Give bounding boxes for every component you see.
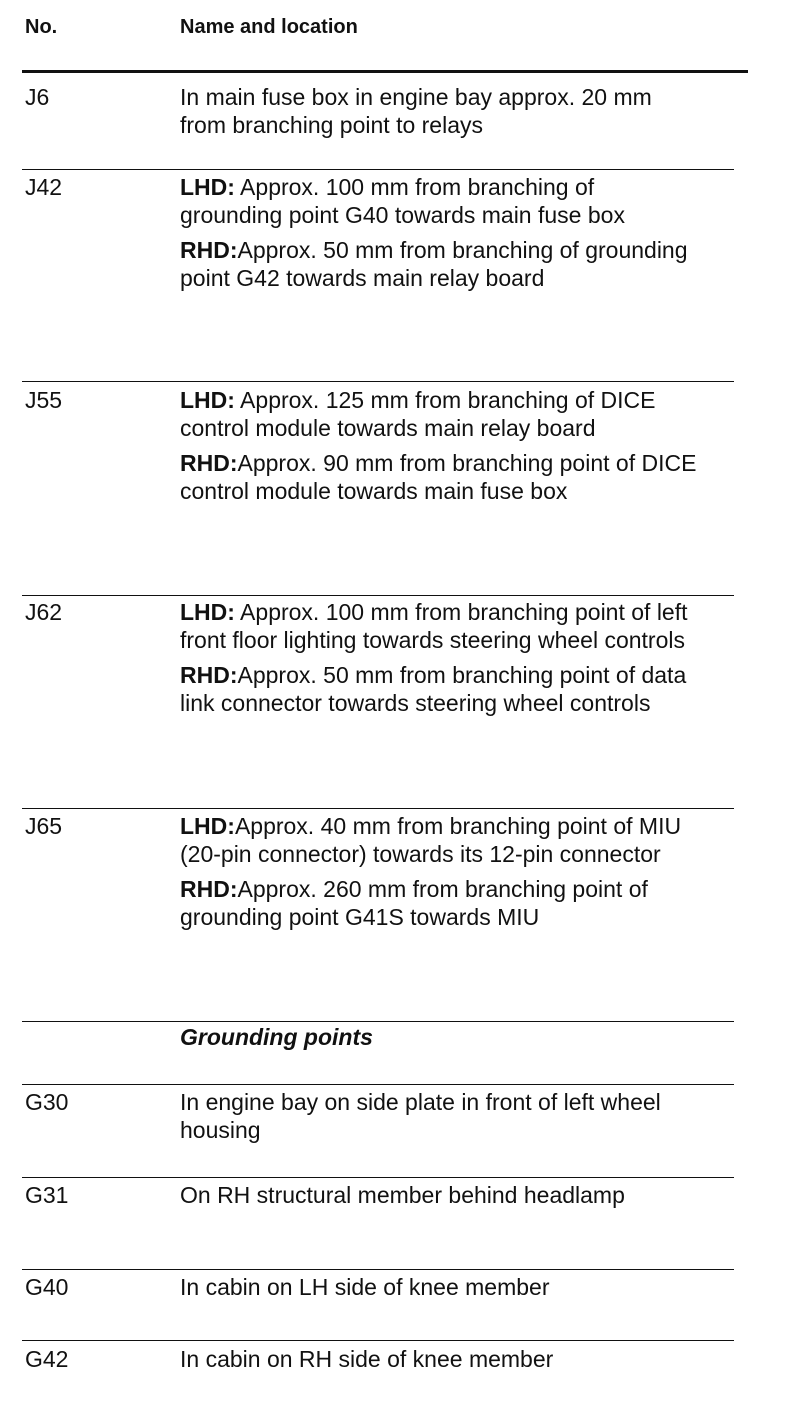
row-number: J62 xyxy=(25,599,63,625)
para-text: In main fuse box in engine bay approx. 20 mm from branching point to relays xyxy=(180,84,652,138)
row-divider xyxy=(22,1269,734,1270)
row-divider xyxy=(22,1021,734,1022)
para-label: RHD: xyxy=(180,450,238,476)
row-number: G31 xyxy=(25,1182,69,1208)
para-label: RHD: xyxy=(180,876,238,902)
para-text: Approx. 50 mm from branching point of data link connector towards steering wheel controls xyxy=(180,662,687,716)
para-label: RHD: xyxy=(180,237,238,263)
row-description: In cabin on LH side of knee member xyxy=(180,1274,550,1300)
row-number: J42 xyxy=(25,174,63,200)
para-label: LHD: xyxy=(180,174,235,200)
section-title: Grounding points xyxy=(180,1024,373,1050)
row-description xyxy=(180,83,700,139)
row-divider xyxy=(22,169,734,170)
row-divider xyxy=(22,1177,734,1178)
row-divider xyxy=(22,381,734,382)
header-no: No. xyxy=(25,16,58,38)
row-description: In cabin on RH side of knee member xyxy=(180,1346,554,1372)
para-text: Approx. 50 mm from branching of grounding point G42 towards main relay board xyxy=(180,237,688,291)
para-text: Approx. 125 mm from branching of DICE control module towards main relay board xyxy=(180,387,656,441)
row-divider xyxy=(22,1084,734,1085)
para-label: LHD: xyxy=(180,813,235,839)
header-rule xyxy=(22,70,748,73)
row-number: J6 xyxy=(25,84,50,110)
row-description xyxy=(180,598,700,717)
para-label: LHD: xyxy=(180,599,235,625)
row-description xyxy=(180,812,700,931)
para-text: Approx. 260 mm from branching point of grounding point G41S towards MIU xyxy=(180,876,648,930)
para-label: LHD: xyxy=(180,387,235,413)
row-description xyxy=(180,173,700,292)
para-label: RHD: xyxy=(180,662,238,688)
para-text: Approx. 40 mm from branching point of MIU (20-pin connector) towards its 12-pin connector xyxy=(180,813,682,867)
row-number: J55 xyxy=(25,387,63,413)
row-description xyxy=(180,386,700,505)
row-number: J65 xyxy=(25,813,63,839)
row-divider xyxy=(22,595,734,596)
row-number: G42 xyxy=(25,1346,69,1372)
row-description: In engine bay on side plate in front of left wheel housing xyxy=(180,1089,661,1143)
row-divider xyxy=(22,1340,734,1341)
para-text: Approx. 90 mm from branching point of DICE control module towards main fuse box xyxy=(180,450,697,504)
row-number: G30 xyxy=(25,1089,69,1115)
para-text: Approx. 100 mm from branching point of left front floor lighting towards steering wheel controls xyxy=(180,599,688,653)
row-number: G40 xyxy=(25,1274,69,1300)
para-text: Approx. 100 mm from branching of grounding point G40 towards main fuse box xyxy=(180,174,625,228)
header-name: Name and location xyxy=(180,16,358,38)
row-description: On RH structural member behind headlamp xyxy=(180,1182,625,1208)
row-divider xyxy=(22,808,734,809)
